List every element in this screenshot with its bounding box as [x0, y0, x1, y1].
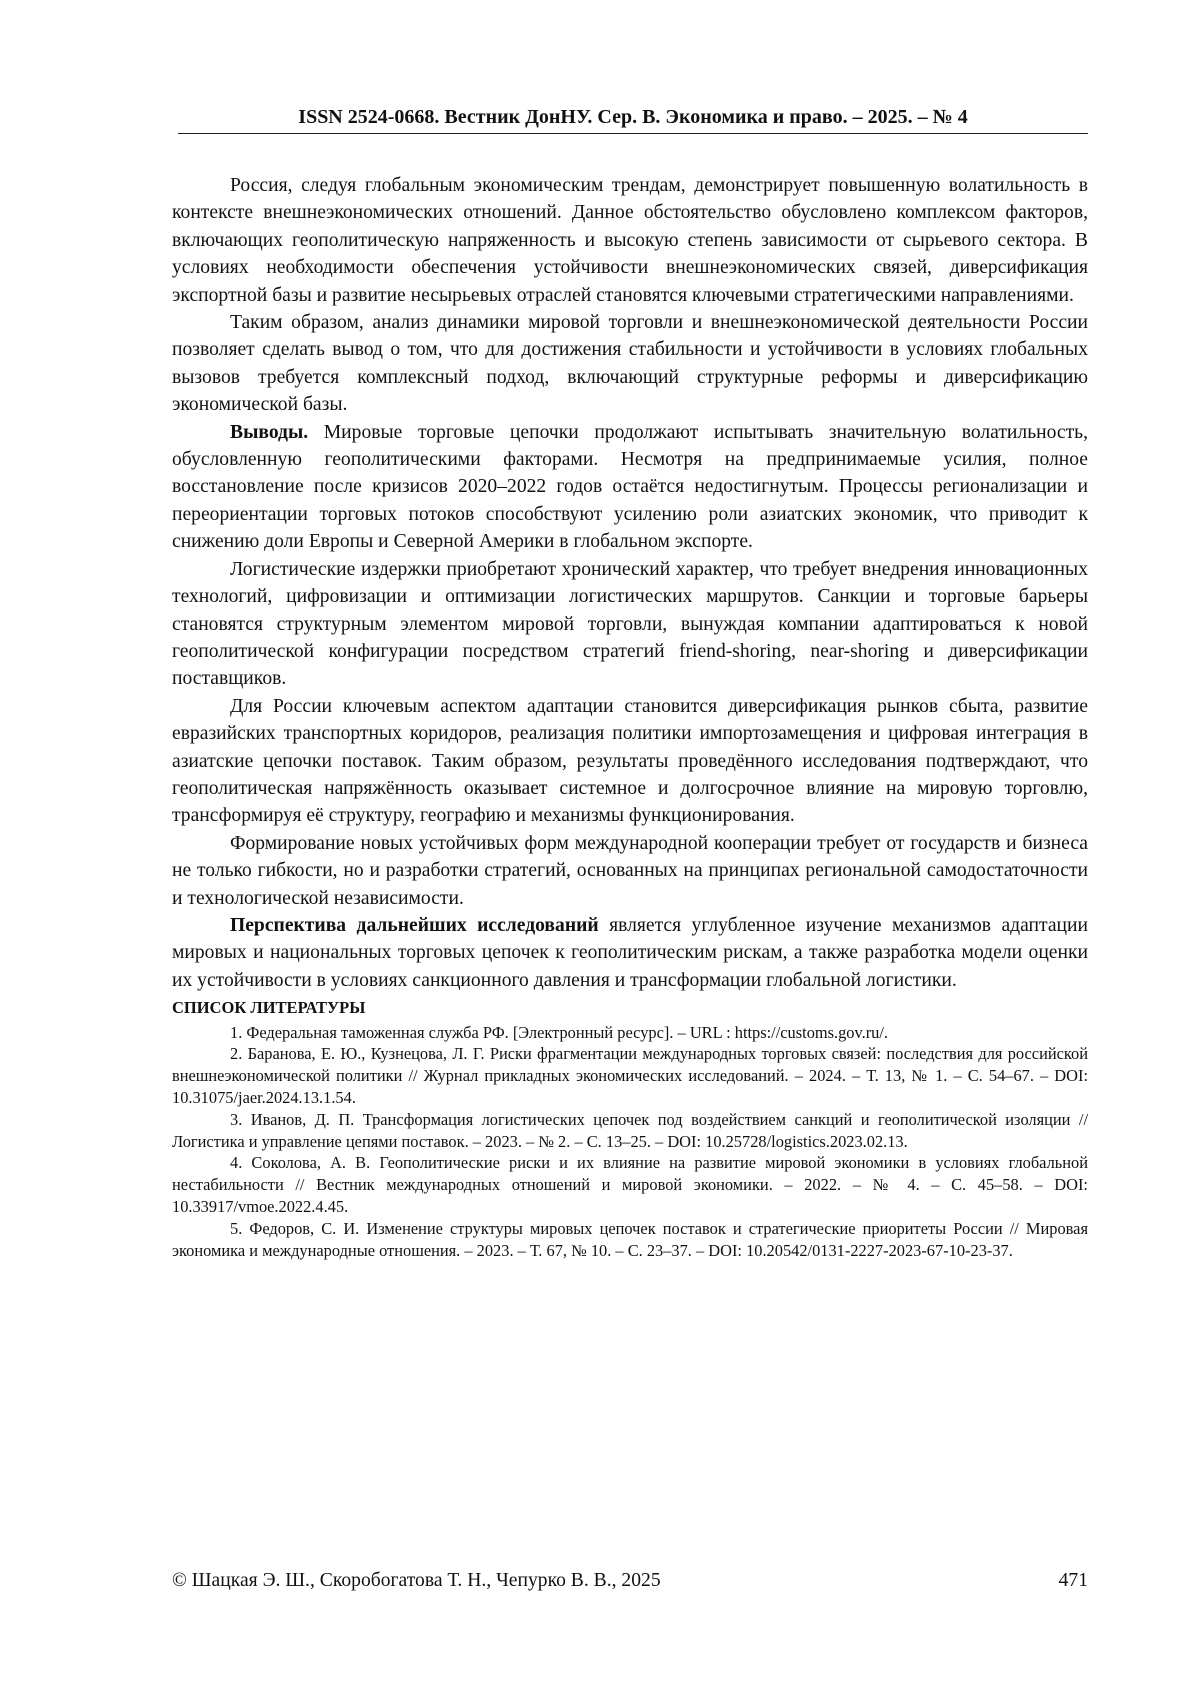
reference-item: 2. Баранова, Е. Ю., Кузнецова, Л. Г. Риски фрагментации международных торговых связей: последствия для российской внешнеэкономической политики // Журнал прикладных экономических исследований. – 2024. – Т. 13, № 1. – С. 54–67. – DOI: 10.31075/jaer.2024.13.1.54. — [172, 1044, 1088, 1107]
paragraphs — [172, 172, 1088, 994]
paragraph-text: Таким образом, анализ динамики мировой торговли и внешнеэкономической деятельности России позволяет сделать вывод о том, что для достижения стабильности и устойчивости в условиях глобальных вызовов требуется комплексный подход, включающий структурные реформы и диверсификацию экономической базы. — [172, 312, 1088, 416]
reference-item: 4. Соколова, А. В. Геополитические риски и их влияние на развитие мировой экономики в условиях глобальной нестабильности // Вестник международных отношений и мировой экономики. – 2022. – № 4. – С. 45–58. – DOI: 10.33917/vmoe.2022.4.45. — [172, 1153, 1088, 1216]
paragraph-text: является углубленное изучение механизмов адаптации мировых и национальных торговых цепочек к геополитическим рискам, а также разработка модели оценки их устойчивости в условиях санкционного давления и трансформации глобальной логистики. — [172, 914, 1088, 991]
article-body — [172, 172, 1088, 1261]
references-list — [172, 1022, 1088, 1262]
paragraph — [172, 912, 1088, 994]
paragraph-text: Для России ключевым аспектом адаптации становится диверсификация рынков сбыта, развитие евразийских транспортных коридоров, реализация политики импортозамещения и цифровая интеграция в азиатские цепочки поставок. Таким образом, результаты проведённого исследования подтверждают, что геополитическая напряжённость оказывает системное и долгосрочное влияние на мировую торговлю, трансформируя её структуру, географию и механизмы функционирования. — [172, 695, 1088, 827]
paragraph-text: Формирование новых устойчивых форм международной кооперации требует от государств и бизнеса не только гибкости, но и разработки стратегий, основанных на принципах региональной самодостаточности и технологической независимости. — [172, 832, 1088, 909]
page-footer — [172, 1570, 1088, 1592]
page-number: 471 — [1058, 1570, 1088, 1591]
running-header: ISSN 2524-0668. Вестник ДонНУ. Сер. В. Экономика и право. – 2025. – № 4 — [178, 106, 1088, 134]
reference-item: 3. Иванов, Д. П. Трансформация логистических цепочек под воздействием санкций и геополитической изоляции // Логистика и управление цепями поставок. – 2023. – № 2. – С. 13–25. – DOI: 10.25728/logistics.2023.02.13. — [172, 1109, 1088, 1151]
paragraph — [172, 830, 1088, 912]
copyright: © Шацкая Э. Ш., Скоробогатова Т. Н., Чепурко В. В., 2025 — [172, 1570, 661, 1591]
paragraph-lead: Выводы. — [230, 421, 309, 443]
paragraph-text: Мировые торговые цепочки продолжают испытывать значительную волатильность, обусловленную геополитическими факторами. Несмотря на предпринимаемые усилия, полное восстановление после кризисов 2020–2022 годов остаётся недостигнутым. Процессы регионализации и переориентации торговых потоков способствуют усилению роли азиатских экономик, что приводит к снижению доли Европы и Северной Америки в глобальном экспорте. — [172, 421, 1088, 553]
paragraph — [172, 309, 1088, 419]
reference-item: 1. Федеральная таможенная служба РФ. [Электронный ресурс]. – URL : https://customs.gov.ru/. — [230, 1022, 889, 1042]
paragraph-text: Россия, следуя глобальным экономическим трендам, демонстрирует повышенную волатильность в контексте внешнеэкономических отношений. Данное обстоятельство обусловлено комплексом факторов, включающих геополитическую напряженность и высокую степень зависимости от сырьевого сектора. В условиях необходимости обеспечения устойчивости внешнеэкономических связей, диверсификация экспортной базы и развитие несырьевых отраслей становятся ключевыми стратегическими направлениями. — [172, 175, 1088, 306]
paragraph — [172, 693, 1088, 830]
paragraph — [172, 172, 1088, 309]
paragraph-text: Логистические издержки приобретают хронический характер, что требует внедрения инновационных технологий, цифровизации и оптимизации логистических маршрутов. Санкции и торговые барьеры становятся структурным элементом мировой торговли, вынуждая компании адаптироваться к новой геополитической конфигурации посредством стратегий friend-shoring, near-shoring и диверсификации поставщиков. — [172, 558, 1088, 690]
paragraph — [172, 556, 1088, 693]
references-heading: СПИСОК ЛИТЕРАТУРЫ — [172, 998, 366, 1018]
paragraph — [172, 419, 1088, 556]
paragraph-lead: Перспектива дальнейших исследований — [230, 914, 599, 936]
reference-item: 5. Федоров, С. И. Изменение структуры мировых цепочек поставок и стратегические приоритеты России // Мировая экономика и международные отношения. – 2023. – Т. 67, № 10. – С. 23–37. – DOI: 10.20542/0131-2227-2023-67-10-23-37. — [172, 1218, 1088, 1260]
